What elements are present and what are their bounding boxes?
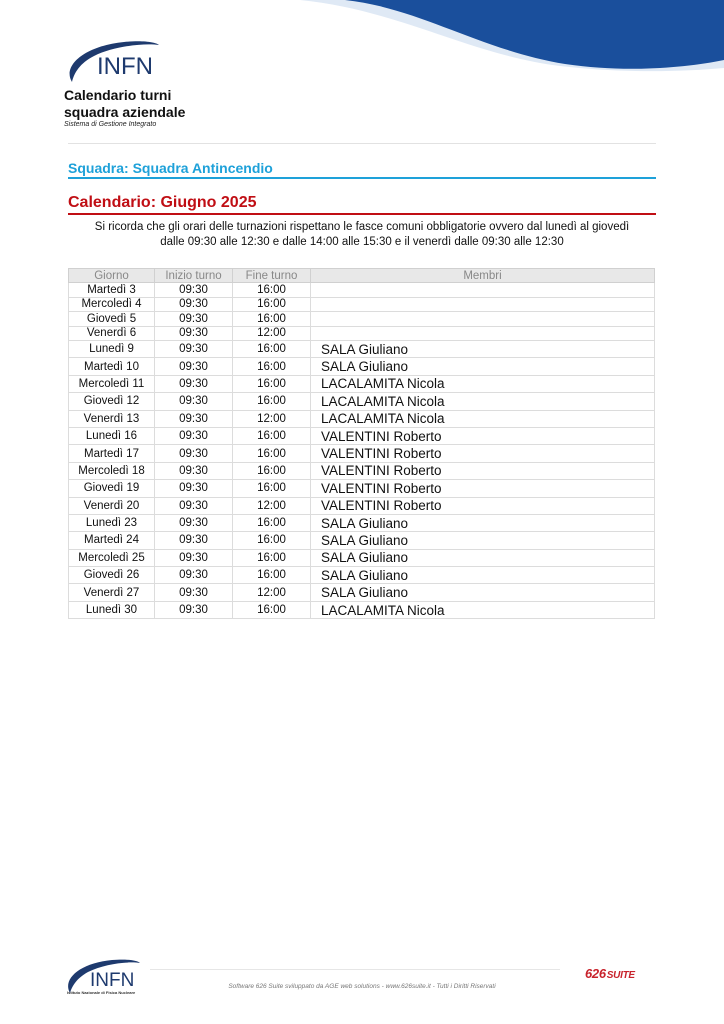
cell-fine: 16:00	[233, 462, 311, 479]
cell-inizio: 09:30	[155, 393, 233, 410]
document-title	[64, 87, 185, 121]
table-row	[69, 584, 655, 601]
cell-inizio: 09:30	[155, 532, 233, 549]
cell-membri: VALENTINI Roberto	[311, 427, 655, 444]
schedule-notice-line2: dalle 09:30 alle 12:30 e dalle 14:00 alle 15:30 e il venerdì dalle 09:30 alle 12:30	[160, 236, 564, 248]
schedule-notice	[68, 220, 656, 250]
cell-giorno: Giovedì 26	[69, 567, 155, 584]
cell-fine: 16:00	[233, 514, 311, 531]
table-row	[69, 497, 655, 514]
cell-membri: VALENTINI Roberto	[311, 445, 655, 462]
cell-inizio: 09:30	[155, 549, 233, 566]
footer-logo-text: INFN	[90, 970, 135, 991]
calendario-heading: Calendario: Giugno 2025	[68, 194, 656, 215]
cell-fine: 12:00	[233, 326, 311, 341]
table-row	[69, 567, 655, 584]
table-row	[69, 427, 655, 444]
cell-membri: LACALAMITA Nicola	[311, 375, 655, 392]
footer-institute: Istituto Nazionale di Fisica Nucleare	[67, 990, 136, 995]
cell-inizio: 09:30	[155, 445, 233, 462]
cell-fine: 16:00	[233, 549, 311, 566]
table-row	[69, 375, 655, 392]
table-row	[69, 532, 655, 549]
cell-fine: 16:00	[233, 312, 311, 327]
footer-divider	[150, 969, 560, 970]
cell-inizio: 09:30	[155, 341, 233, 358]
cell-membri	[311, 326, 655, 341]
cell-giorno: Venerdì 20	[69, 497, 155, 514]
infn-logo-text: INFN	[97, 53, 153, 80]
cell-fine: 16:00	[233, 601, 311, 618]
table-row	[69, 601, 655, 618]
cell-giorno: Giovedì 5	[69, 312, 155, 327]
schedule-notice-line1: Si ricorda che gli orari delle turnazioni rispettano le fasce comuni obbligatorie ovvero dal lunedì al giovedì	[94, 221, 630, 233]
squadra-heading: Squadra: Squadra Antincendio	[68, 160, 656, 179]
cell-inizio: 09:30	[155, 601, 233, 618]
cell-membri	[311, 312, 655, 327]
cell-fine: 16:00	[233, 375, 311, 392]
cell-membri: SALA Giuliano	[311, 567, 655, 584]
cell-giorno: Mercoledì 4	[69, 297, 155, 312]
cell-fine: 16:00	[233, 427, 311, 444]
cell-inizio: 09:30	[155, 462, 233, 479]
cell-inizio: 09:30	[155, 326, 233, 341]
table-row	[69, 445, 655, 462]
cell-giorno: Giovedì 19	[69, 480, 155, 497]
cell-fine: 16:00	[233, 567, 311, 584]
cell-giorno: Venerdì 6	[69, 326, 155, 341]
footer-credits: Software 626 Suite sviluppato da AGE web solutions - www.626suite.it - Tutti i Diritti Riservati	[228, 983, 496, 990]
cell-inizio: 09:30	[155, 375, 233, 392]
shift-table	[68, 268, 655, 619]
table-row	[69, 393, 655, 410]
cell-fine: 16:00	[233, 393, 311, 410]
cell-giorno: Mercoledì 25	[69, 549, 155, 566]
cell-giorno: Venerdì 27	[69, 584, 155, 601]
cell-fine: 12:00	[233, 497, 311, 514]
cell-giorno: Martedì 17	[69, 445, 155, 462]
cell-giorno: Mercoledì 18	[69, 462, 155, 479]
cell-membri: LACALAMITA Nicola	[311, 393, 655, 410]
infn-logo	[64, 36, 164, 86]
cell-inizio: 09:30	[155, 514, 233, 531]
cell-membri: VALENTINI Roberto	[311, 480, 655, 497]
table-row	[69, 341, 655, 358]
cell-giorno: Lunedì 16	[69, 427, 155, 444]
cell-giorno: Venerdì 13	[69, 410, 155, 427]
shift-table-body	[69, 283, 655, 619]
document-title-line2: squadra aziendale	[64, 104, 186, 120]
table-header-row	[69, 269, 655, 283]
cell-inizio: 09:30	[155, 584, 233, 601]
cell-inizio: 09:30	[155, 358, 233, 375]
document-title-line1: Calendario turni	[64, 87, 172, 103]
cell-fine: 16:00	[233, 358, 311, 375]
column-header-inizio: Inizio turno	[155, 269, 233, 283]
cell-inizio: 09:30	[155, 497, 233, 514]
document-subtitle: Sistema di Gestione Integrato	[64, 121, 157, 128]
column-header-fine: Fine turno	[233, 269, 311, 283]
cell-giorno: Martedì 3	[69, 283, 155, 298]
cell-inizio: 09:30	[155, 297, 233, 312]
cell-membri: SALA Giuliano	[311, 341, 655, 358]
table-row	[69, 549, 655, 566]
table-row	[69, 326, 655, 341]
suite-logo-word: SUITE	[606, 970, 635, 981]
cell-fine: 12:00	[233, 410, 311, 427]
table-row	[69, 297, 655, 312]
cell-fine: 16:00	[233, 283, 311, 298]
cell-membri: SALA Giuliano	[311, 358, 655, 375]
header-divider	[68, 143, 656, 144]
cell-membri: SALA Giuliano	[311, 532, 655, 549]
cell-inizio: 09:30	[155, 410, 233, 427]
cell-giorno: Lunedì 23	[69, 514, 155, 531]
cell-inizio: 09:30	[155, 283, 233, 298]
cell-membri: SALA Giuliano	[311, 584, 655, 601]
cell-giorno: Lunedì 9	[69, 341, 155, 358]
cell-fine: 12:00	[233, 584, 311, 601]
cell-giorno: Martedì 10	[69, 358, 155, 375]
cell-fine: 16:00	[233, 480, 311, 497]
cell-giorno: Lunedì 30	[69, 601, 155, 618]
table-row	[69, 410, 655, 427]
626-suite-logo	[585, 966, 635, 981]
table-row	[69, 312, 655, 327]
cell-membri: LACALAMITA Nicola	[311, 601, 655, 618]
cell-fine: 16:00	[233, 532, 311, 549]
cell-membri: LACALAMITA Nicola	[311, 410, 655, 427]
cell-inizio: 09:30	[155, 480, 233, 497]
cell-giorno: Mercoledì 11	[69, 375, 155, 392]
table-row	[69, 283, 655, 298]
cell-membri	[311, 297, 655, 312]
cell-membri: VALENTINI Roberto	[311, 462, 655, 479]
table-row	[69, 358, 655, 375]
table-row	[69, 514, 655, 531]
table-row	[69, 480, 655, 497]
cell-membri: SALA Giuliano	[311, 514, 655, 531]
cell-inizio: 09:30	[155, 312, 233, 327]
column-header-giorno: Giorno	[69, 269, 155, 283]
table-row	[69, 462, 655, 479]
cell-inizio: 09:30	[155, 427, 233, 444]
suite-logo-number: 626	[585, 966, 606, 981]
cell-membri: VALENTINI Roberto	[311, 497, 655, 514]
cell-giorno: Martedì 24	[69, 532, 155, 549]
cell-fine: 16:00	[233, 297, 311, 312]
cell-inizio: 09:30	[155, 567, 233, 584]
cell-giorno: Giovedì 12	[69, 393, 155, 410]
cell-fine: 16:00	[233, 445, 311, 462]
column-header-membri: Membri	[311, 269, 655, 283]
cell-fine: 16:00	[233, 341, 311, 358]
cell-membri	[311, 283, 655, 298]
cell-membri: SALA Giuliano	[311, 549, 655, 566]
